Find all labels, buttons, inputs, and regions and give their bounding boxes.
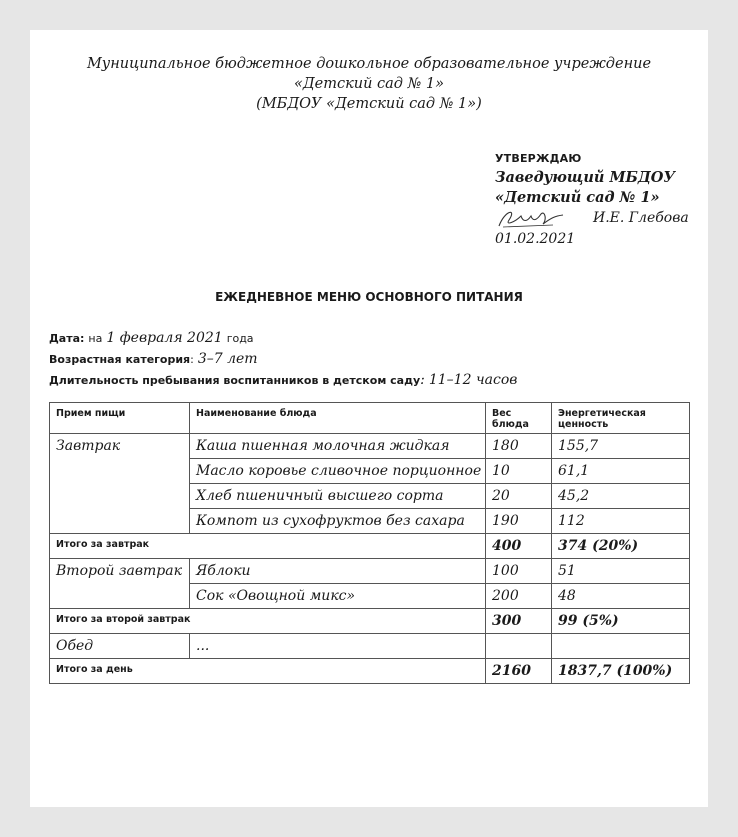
age-row: Возрастная категория: 3–7 лет [49, 351, 258, 367]
header-meal: Прием пищи [50, 403, 190, 434]
date-label: Дата: [49, 332, 85, 345]
day-total-label: Итого за день [50, 659, 486, 684]
header-weight: Вес блюда [486, 403, 552, 434]
meal-cell: Обед [50, 634, 190, 659]
approval-block [495, 152, 689, 248]
weight-cell: 200 [486, 584, 552, 609]
dish-cell: Каша пшенная молочная жидкая [190, 434, 486, 459]
date-value: 1 февраля 2021 [106, 330, 223, 346]
age-value: 3–7 лет [197, 351, 258, 367]
document-page [30, 30, 708, 807]
energy-cell: 45,2 [552, 484, 690, 509]
dish-cell: Сок «Овощной микс» [190, 584, 486, 609]
duration-label: Длительность пребывания воспитанников в детском саду [49, 374, 421, 387]
organization-short-name: «Детский сад № 1» [293, 76, 445, 92]
organization-name: Муниципальное бюджетное дошкольное образовательное учреждение [86, 56, 652, 72]
age-label: Возрастная категория [49, 353, 191, 366]
weight-cell: 10 [486, 459, 552, 484]
header-dish: Наименование блюда [190, 403, 486, 434]
approver-position-line2: «Детский сад № 1» [495, 189, 660, 206]
dish-cell: Яблоки [190, 559, 486, 584]
duration-value: 11–12 часов [428, 372, 518, 388]
day-total-energy: 1837,7 (100%) [552, 659, 690, 684]
table-row [50, 634, 690, 659]
dish-cell: Хлеб пшеничный высшего сорта [190, 484, 486, 509]
weight-cell: 20 [486, 484, 552, 509]
weight-cell [486, 634, 552, 659]
total-label: Итого за второй завтрак [50, 609, 486, 634]
total-weight: 300 [486, 609, 552, 634]
day-total-weight: 2160 [486, 659, 552, 684]
energy-cell: 48 [552, 584, 690, 609]
signature-row [495, 208, 689, 230]
table-header-row [50, 403, 690, 434]
energy-cell: 155,7 [552, 434, 690, 459]
day-total-row [50, 659, 690, 684]
menu-table [49, 402, 690, 684]
dish-cell: Масло коровье сливочное порционное [190, 459, 486, 484]
approver-name: И.Е. Глебова [593, 210, 689, 226]
date-row [49, 327, 517, 348]
dish-cell: Компот из сухофруктов без сахара [190, 509, 486, 534]
meal-cell: Второй завтрак [50, 559, 190, 609]
weight-cell: 190 [486, 509, 552, 534]
total-energy: 374 (20%) [552, 534, 690, 559]
weight-cell: 100 [486, 559, 552, 584]
energy-cell: 61,1 [552, 459, 690, 484]
approval-date: 01.02.2021 [495, 231, 576, 247]
table-row [50, 434, 690, 459]
organization-abbreviation: (МБДОУ «Детский сад № 1») [256, 96, 482, 112]
total-weight: 400 [486, 534, 552, 559]
dish-cell: ... [190, 634, 486, 659]
approval-label: УТВЕРЖДАЮ [495, 152, 582, 165]
signature-icon [495, 206, 567, 230]
energy-cell [552, 634, 690, 659]
date-suffix: года [226, 332, 254, 345]
total-row [50, 534, 690, 559]
header-energy: Энергетическая ценность [552, 403, 690, 434]
total-energy: 99 (5%) [552, 609, 690, 634]
date-prefix: на [88, 332, 103, 345]
energy-cell: 112 [552, 509, 690, 534]
approver-position-line1: Заведующий МБДОУ [495, 169, 676, 186]
meal-cell: Завтрак [50, 434, 190, 534]
menu-details [49, 327, 517, 390]
document-title: ЕЖЕДНЕВНОЕ МЕНЮ ОСНОВНОГО ПИТАНИЯ [215, 290, 523, 304]
total-label: Итого за завтрак [50, 534, 486, 559]
weight-cell: 180 [486, 434, 552, 459]
duration-row: Длительность пребывания воспитанников в детском саду: 11–12 часов [49, 372, 518, 388]
total-row [50, 609, 690, 634]
table-row [50, 559, 690, 584]
organization-header [30, 54, 708, 114]
energy-cell: 51 [552, 559, 690, 584]
